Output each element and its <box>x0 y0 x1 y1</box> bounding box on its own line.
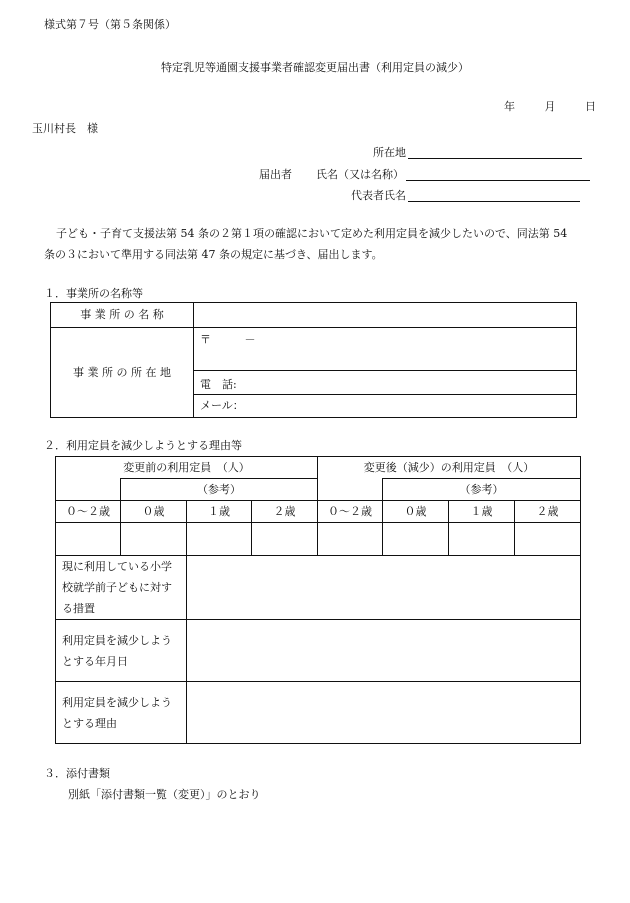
date-line <box>504 100 596 113</box>
attachments-note: 別紙「添付書類一覧（変更）」のとおり <box>68 788 261 801</box>
capacity-input[interactable] <box>449 523 515 556</box>
body-line-2: 条の３において準用する同法第 47 条の規定に基づき、届出します。 <box>44 248 383 261</box>
capacity-input[interactable] <box>121 523 187 556</box>
notifier-label: 届出者 <box>259 168 292 181</box>
form-number: 様式第７号（第５条関係） <box>44 18 176 31</box>
reduction-reason-field[interactable] <box>187 682 581 744</box>
reduction-date-field[interactable] <box>187 620 581 682</box>
capacity-input[interactable] <box>318 523 383 556</box>
age-col-before-1: １歳 <box>187 501 252 523</box>
representative-underline[interactable] <box>408 191 580 202</box>
facility-name-field[interactable] <box>194 303 577 328</box>
measures-label: 現に利用している小学校就学前子どもに対する措置 <box>56 556 187 620</box>
postal-field[interactable] <box>194 328 577 371</box>
address-underline[interactable] <box>408 148 582 159</box>
representative-label: 代表者氏名 <box>351 189 406 202</box>
capacity-input[interactable] <box>187 523 252 556</box>
age-col-before-0: ０歳 <box>121 501 187 523</box>
date-day: 日 <box>585 100 596 113</box>
after-capacity-header: 変更後（減少）の利用定員 （人） <box>318 457 581 479</box>
reduction-reason-label: 利用定員を減少しようとする理由 <box>56 682 187 744</box>
age-col-after-2: ２歳 <box>515 501 581 523</box>
capacity-input[interactable] <box>515 523 581 556</box>
age-col-before-2: ２歳 <box>252 501 318 523</box>
phone-field[interactable]: 電 話: <box>194 371 577 395</box>
name-line <box>316 168 590 181</box>
date-month: 月 <box>544 100 556 113</box>
name-label: 氏名（又は名称） <box>316 168 404 181</box>
date-year: 年 <box>504 100 515 113</box>
postal-mark: 〒 <box>200 333 211 346</box>
name-underline[interactable] <box>406 170 590 181</box>
email-field[interactable]: メール： <box>194 395 577 418</box>
addressee: 玉川村長 様 <box>32 122 98 135</box>
representative-line <box>351 189 580 202</box>
body-line-1: 子ども・子育て支援法第 54 条の２第１項の確認において定めた利用定員を減少したいので、同法第 54 <box>56 227 568 240</box>
after-spacer <box>318 479 383 501</box>
facility-name-label: 事 業 所 の 名 称 <box>51 303 194 328</box>
before-spacer <box>56 479 121 501</box>
capacity-input[interactable] <box>383 523 449 556</box>
section1-heading: １．事業所の名称等 <box>44 287 143 300</box>
reduction-date-label: 利用定員を減少しようとする年月日 <box>56 620 187 682</box>
age-col-after-0-2: ０～２歳 <box>318 501 383 523</box>
before-capacity-header: 変更前の利用定員 （人） <box>56 457 318 479</box>
capacity-input[interactable] <box>56 523 121 556</box>
capacity-input[interactable] <box>252 523 318 556</box>
age-col-after-0: ０歳 <box>383 501 449 523</box>
before-reference: （参考） <box>121 479 318 501</box>
address-label: 所在地 <box>373 146 406 159</box>
postal-dash: － <box>244 333 256 346</box>
age-col-after-1: １歳 <box>449 501 515 523</box>
facility-address-label: 事 業 所 の 所 在 地 <box>51 328 194 418</box>
measures-field[interactable] <box>187 556 581 620</box>
after-reference: （参考） <box>383 479 581 501</box>
facility-table <box>50 302 577 418</box>
document-title: 特定乳児等通園支援事業者確認変更届出書（利用定員の減少） <box>161 61 469 74</box>
section3-heading: ３．添付書類 <box>44 767 110 780</box>
age-col-before-0-2: ０～２歳 <box>56 501 121 523</box>
address-line <box>373 146 582 159</box>
capacity-table <box>55 456 581 744</box>
section2-heading: ２．利用定員を減少しようとする理由等 <box>44 439 242 452</box>
